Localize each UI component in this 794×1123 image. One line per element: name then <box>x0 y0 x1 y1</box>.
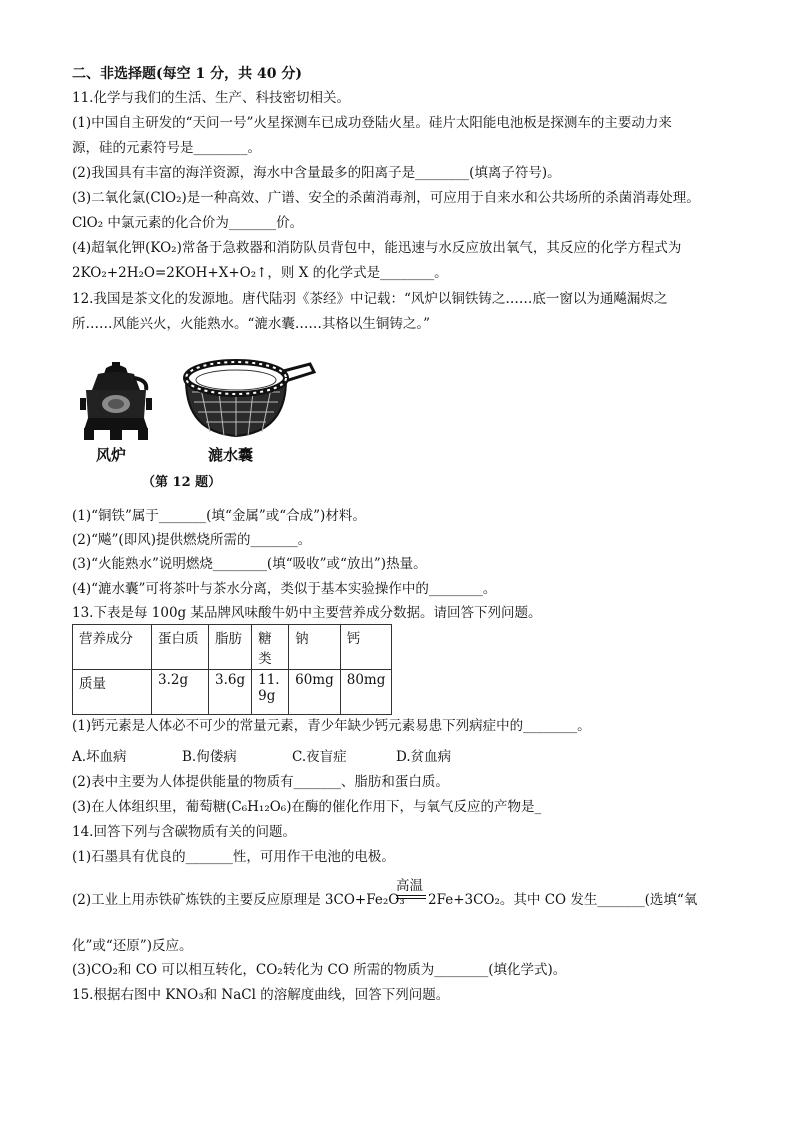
table-header-row <box>73 625 392 670</box>
table-cell: 3.6g <box>209 670 252 715</box>
q13-options <box>72 747 451 767</box>
table-header-cell: 蛋白质 <box>152 625 209 670</box>
option-a: A.坏血病 <box>72 749 127 765</box>
q13-part2: (2)表中主要为人体提供能量的物质有_______、脂肪和蛋白质。 <box>72 774 449 790</box>
q12-part3: (3)“火能熟水”说明燃烧________(填“吸收”或“放出”)热量。 <box>72 556 427 572</box>
q12-part4: (4)“漉水囊”可将茶叶与茶水分离，类似于基本实验操作中的________。 <box>72 581 497 597</box>
water-filter-bag-illustration <box>180 352 320 442</box>
q11-part3-line2: ClO₂ 中氯元素的化合价为_______价。 <box>72 215 304 231</box>
option-c: C.夜盲症 <box>292 749 347 765</box>
q13-intro: 13.下表是每 100g 某品牌风味酸牛奶中主要营养成分数据。请回答下列问题。 <box>72 605 542 621</box>
table-header-cell: 钠 <box>289 625 341 670</box>
section-title: 二、非选择题(每空 1 分，共 40 分) <box>72 66 302 82</box>
q11-part3-line1: (3)二氧化氯(ClO₂)是一种高效、广谱、安全的杀菌消毒剂，可应用于自来水和公共场所的杀菌消毒处理。 <box>72 190 700 206</box>
q11-part1-line1: (1)中国自主研发的“天问一号”火星探测车已成功登陆火星。硅片太阳能电池板是探测车的主要动力来 <box>72 115 672 131</box>
option-b: B.佝偻病 <box>182 749 237 765</box>
nutrition-table <box>72 624 392 715</box>
q14-part1: (1)石墨具有优良的_______性，可用作干电池的电极。 <box>72 849 395 865</box>
q14-part2-line2: 化”或“还原”)反应。 <box>72 938 193 954</box>
q12-part2: (2)“飚”(即风)提供燃烧所需的_______。 <box>72 532 312 548</box>
q11-part1-line2: 源，硅的元素符号是________。 <box>72 140 261 156</box>
q13-part3: (3)在人体组织里，葡萄糖(C₆H₁₂O₆)在酶的催化作用下，与氧气反应的产物是_ <box>72 799 542 815</box>
q14-part3: (3)CO₂和 CO 可以相互转化，CO₂转化为 CO 所需的物质为________(填化学式)。 <box>72 962 567 978</box>
q13-part1: (1)钙元素是人体必不可少的常量元素，青少年缺少钙元素易患下列病症中的________。 <box>72 718 591 734</box>
table-header-cell: 脂肪 <box>209 625 252 670</box>
filter-bag-label: 漉水囊 <box>208 446 254 464</box>
wind-stove-illustration <box>76 360 156 442</box>
table-row-label: 质量 <box>73 670 152 715</box>
table-header-cell: 钙 <box>340 625 392 670</box>
table-header-cell: 糖类 <box>252 625 289 670</box>
q12-intro-line1: 12.我国是茶文化的发源地。唐代陆羽《茶经》中记载：“风炉以铜铁铸之……底一窗以为通飚漏烬之 <box>72 291 668 307</box>
q15-intro: 15.根据右图中 KNO₃和 NaCl 的溶解度曲线，回答下列问题。 <box>72 987 450 1003</box>
table-cell: 3.2g <box>152 670 209 715</box>
reaction-condition: 高温 <box>396 878 423 894</box>
q11-part2: (2)我国具有丰富的海洋资源，海水中含量最多的阳离子是________(填离子符号)。 <box>72 165 561 181</box>
q11-part4-line1: (4)超氧化钾(KO₂)常备于急救器和消防队员背包中，能迅速与水反应放出氧气，其反应的化学方程式为 <box>72 240 682 256</box>
q14-part2-right: 2Fe+3CO₂。其中 CO 发生_______(选填“氧 <box>428 892 698 908</box>
q12-figure-caption: （第 12 题） <box>142 475 222 490</box>
q12-intro-line2: 所……风能兴火，火能熟水。“漉水囊……其格以生铜铸之。” <box>72 316 431 332</box>
option-d: D.贫血病 <box>396 749 452 765</box>
table-cell: 60mg <box>289 670 341 715</box>
table-cell: 11.9g <box>252 670 289 715</box>
table-row <box>73 670 392 715</box>
table-cell: 80mg <box>340 670 392 715</box>
q14-part2-left: (2)工业上用赤铁矿炼铁的主要反应原理是 3CO+Fe₂O₃ <box>72 892 405 908</box>
table-header-cell: 营养成分 <box>73 625 152 670</box>
q12-part1: (1)“铜铁”属于_______(填“金属”或“合成”)材料。 <box>72 508 366 524</box>
q11-part4-line2: 2KO₂+2H₂O=2KOH+X+O₂↑，则 X 的化学式是________。 <box>72 265 448 281</box>
q14-intro: 14.回答下列与含碳物质有关的问题。 <box>72 824 296 840</box>
stove-label: 风炉 <box>96 446 127 464</box>
q11-intro: 11.化学与我们的生活、生产、科技密切相关。 <box>72 90 350 106</box>
